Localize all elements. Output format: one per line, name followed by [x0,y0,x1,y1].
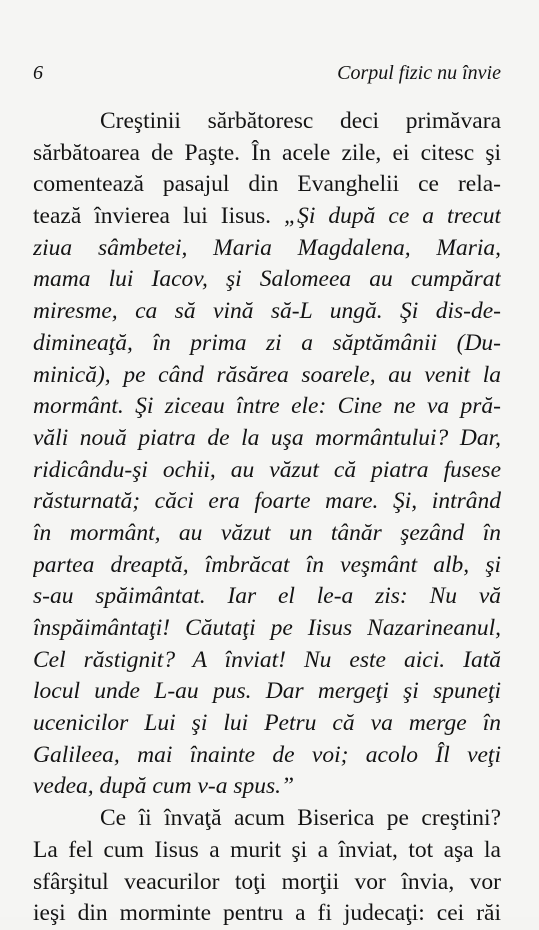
text-line [33,391,501,423]
line-text: mormânt. Şi ziceau între ele: Cine ne va pră- [33,393,501,420]
line-text: comentează pasajul din Evanghelii ce rela- [33,171,501,198]
line-text: miresme, ca să vină să-L ungă. Şi dis-de- [33,298,501,325]
line-text-roman: tează învierea lui Iisus. [33,203,285,230]
text-line [33,455,501,487]
text-line [33,296,501,328]
running-title: Corpul fizic nu învie [337,62,501,84]
text-line [33,328,501,360]
text-line [33,550,501,582]
text-line [33,106,501,138]
line-text: minică), pe când răsărea soarele, au venit la [33,361,501,388]
line-text-mixed [33,201,501,233]
line-text: vedea, după cum v-a spus.” [33,773,295,800]
line-text: La fel cum Iisus a murit şi a înviat, tot aşa la [33,836,501,863]
text-line [33,169,501,201]
line-text: ziua sâmbetei, Maria Magdalena, Maria, [33,234,501,261]
line-text: partea dreaptă, îmbrăcat în veşmânt alb, şi [33,551,501,578]
line-text: s-au spăimântat. Iar el le-a zis: Nu vă [33,583,501,610]
line-text: locul unde L-au pus. Dar mergeţi şi spuneţi [33,678,501,705]
text-line [33,360,501,392]
text-line [33,581,501,613]
text-line [33,233,501,265]
line-text: Cel răstignit? A înviat! Nu este aici. Iată [33,646,501,673]
text-line [33,423,501,455]
text-line [33,708,501,740]
line-text: ieşi din morminte pentru a fi judecaţi: cei răi [33,900,501,927]
line-text: sărbătoarea de Paşte. În acele zile, ei citesc şi [33,139,501,166]
text-line [33,771,501,803]
line-text: Ce îi învaţă acum Biserica pe creştini? [100,805,501,832]
page-number: 6 [33,62,43,84]
line-text: înspăimântaţi! Căutaţi pe Iisus Nazarineanul, [33,615,501,641]
line-text: în mormânt, au văzut un tânăr şezând în [33,519,501,546]
text-line [33,740,501,772]
body-text [33,106,501,930]
text-line [33,898,501,930]
text-line [33,138,501,170]
line-text: văli nouă piatra de la uşa mormântului? Dar, [33,424,501,451]
line-text: ucenicilor Lui şi lui Petru că va merge în [33,710,501,737]
text-line [33,613,501,645]
line-text: Creştinii sărbătoresc deci primăvara [100,108,501,134]
text-line [33,264,501,296]
text-line [33,803,501,835]
text-line [33,518,501,550]
line-text: mama lui Iacov, şi Salomeea au cumpărat [33,266,501,293]
text-line [33,867,501,899]
line-text: Galileea, mai înainte de voi; acolo Îl veţi [33,741,501,768]
text-line [33,201,501,233]
line-text: ridicându-şi ochii, au văzut că piatra fusese [33,456,501,483]
line-text: dimineaţă, în prima zi a săptămânii (Du- [33,329,501,356]
line-text: răsturnată; căci era foarte mare. Şi, intrând [33,488,501,515]
running-head [33,62,501,92]
text-line [33,676,501,708]
text-line [33,835,501,867]
text-line [33,645,501,677]
line-text-italic: „Şi după ce a trecut [284,203,501,230]
text-line [33,486,501,518]
line-text: sfârşitul veacurilor toţi morţii vor învia, vor [33,868,501,895]
